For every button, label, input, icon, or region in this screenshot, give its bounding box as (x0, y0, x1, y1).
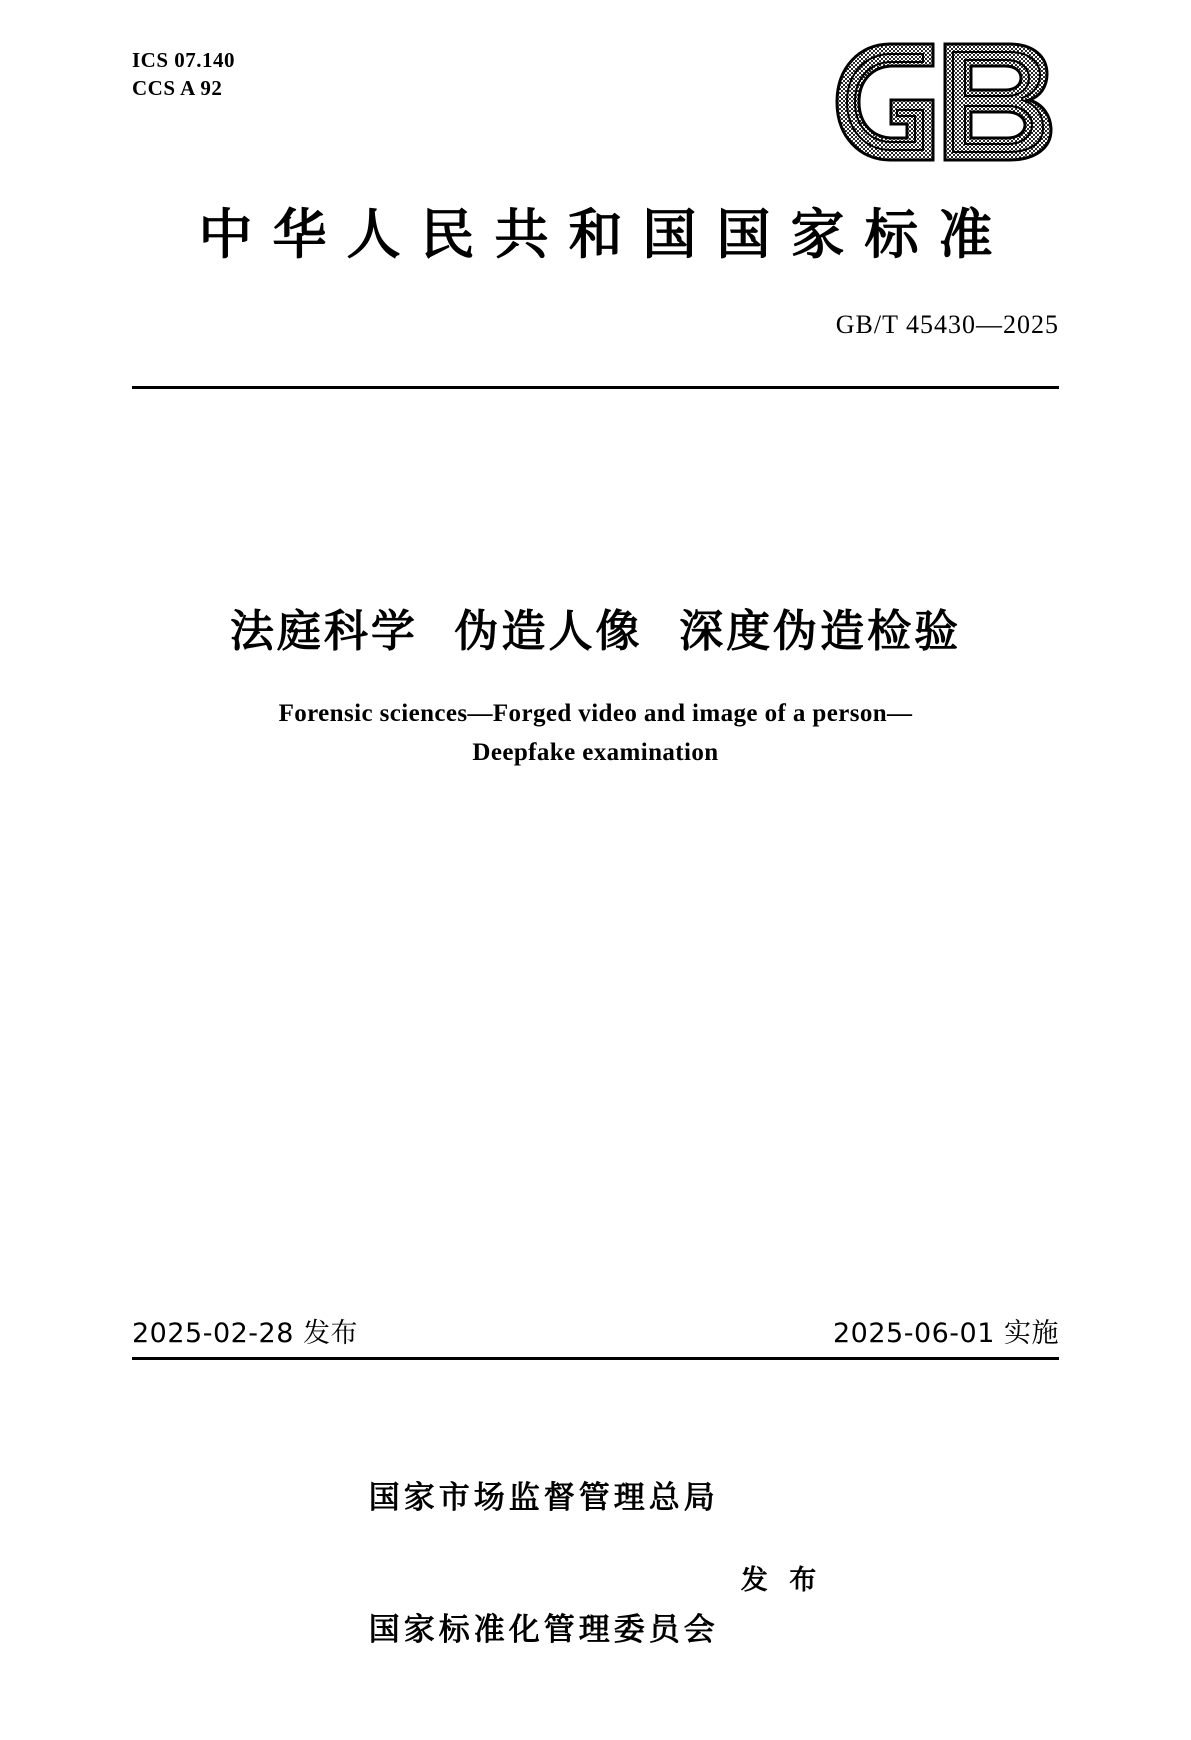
ics-code: ICS 07.140 (132, 48, 236, 72)
implementation-date: 2025-06-01 实施 (833, 1318, 1059, 1349)
english-title-line-2: Deepfake examination (472, 739, 719, 766)
issue-date: 2025-02-28 发布 (132, 1318, 358, 1349)
divider-bottom (132, 1357, 1059, 1360)
divider-top (132, 386, 1059, 389)
issuing-bodies (0, 1388, 1191, 1740)
classification-codes (132, 46, 235, 102)
ccs-code: CCS A 92 (132, 76, 223, 100)
standard-number: GB/T 45430—2025 (835, 310, 1059, 339)
gb-emblem-icon (829, 38, 1069, 166)
issue-verb: 发 布 (740, 1564, 823, 1596)
chinese-title: 法庭科学 伪造人像 深度伪造检验 (229, 606, 962, 657)
issuer-line-2: 国家标准化管理委员会 (368, 1612, 719, 1648)
issuer-line-1: 国家市场监督管理总局 (368, 1480, 719, 1516)
english-title-line-1: Forensic sciences—Forged video and image of a person— (278, 700, 913, 727)
issuer-names (369, 1388, 719, 1740)
national-standard-heading: 中华人民共和国国家标准 (198, 203, 1013, 266)
dates-row (132, 1311, 1059, 1350)
english-title (0, 694, 1191, 772)
